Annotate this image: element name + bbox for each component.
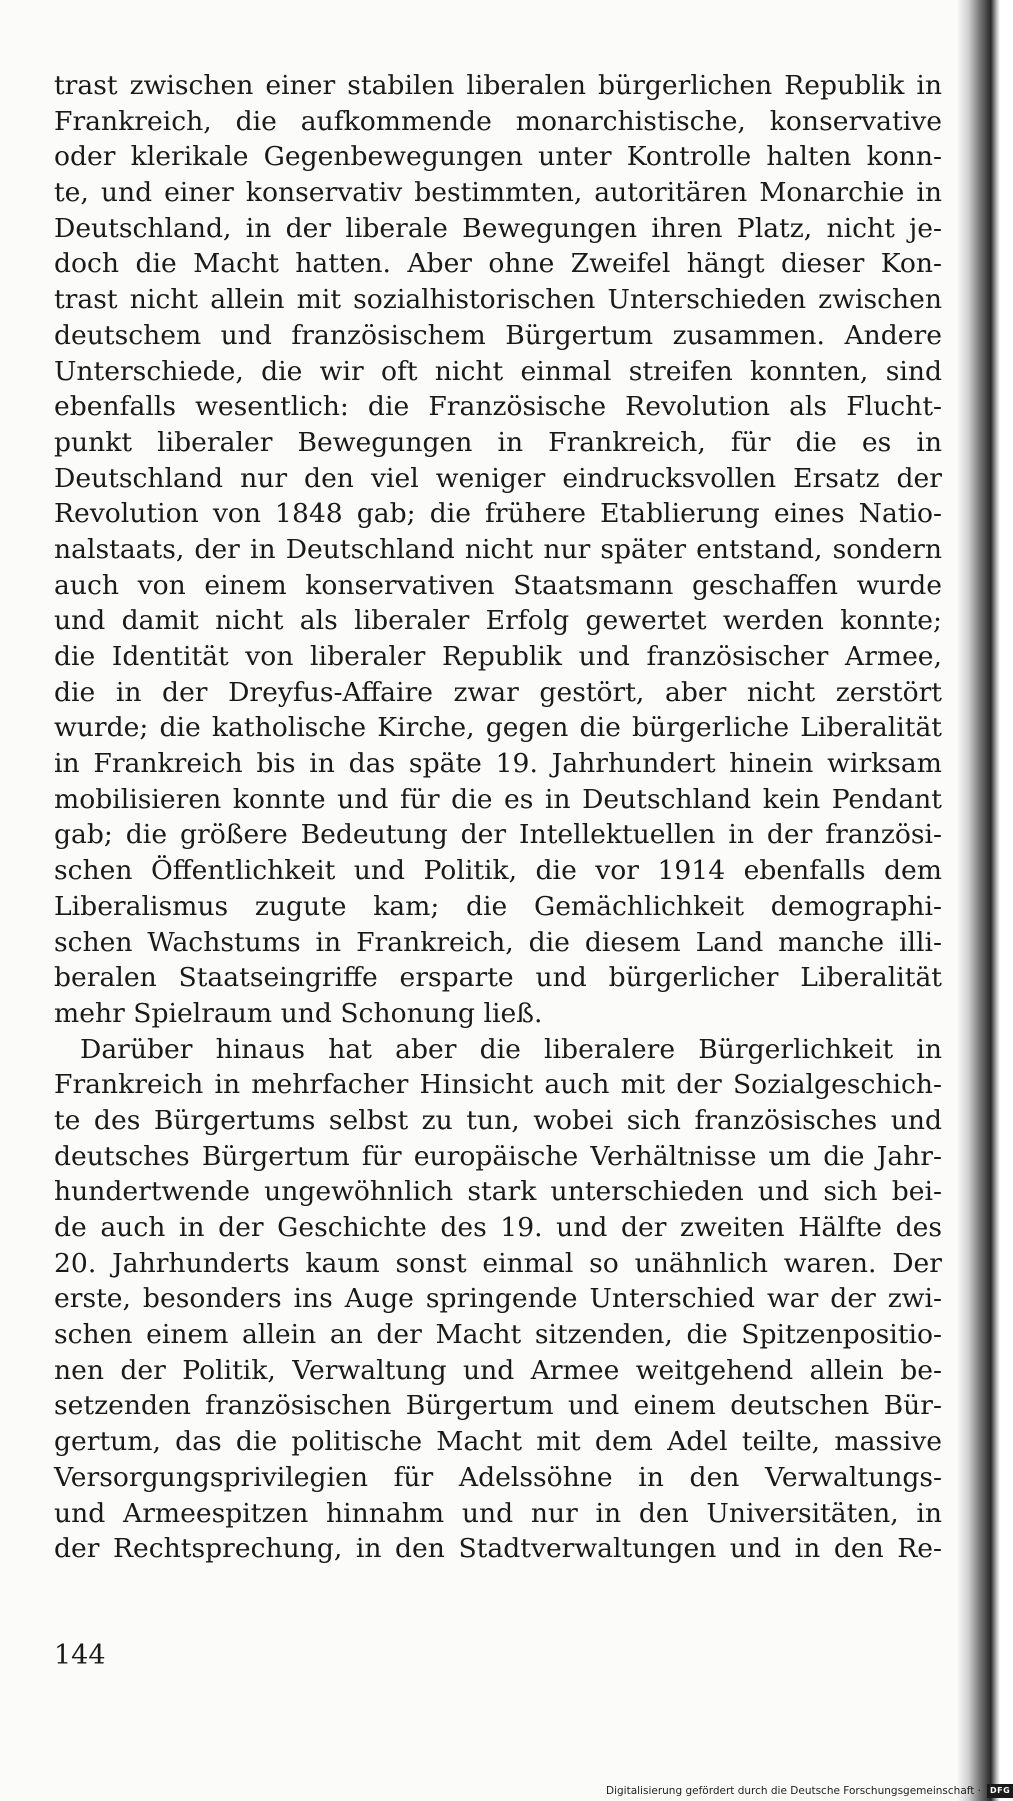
text-line: die in der Dreyfus-Affaire zwar gestört, aber nicht zerstört	[54, 676, 942, 708]
text-line: deutsches Bürgertum für europäische Verhältnisse um die Jahr-	[54, 1140, 942, 1172]
text-line: Unterschiede, die wir oft nicht einmal streifen konnten, sind	[54, 355, 942, 387]
text-line: schen Wachstums in Frankreich, die diesem Land manche illi-	[54, 926, 942, 958]
text-line: Versorgungsprivilegien für Adelssöhne in den Verwaltungs-	[54, 1461, 942, 1493]
text-line: schen einem allein an der Macht sitzenden, die Spitzenpositio-	[54, 1319, 942, 1351]
text-line: Liberalismus zugute kam; die Gemächlichkeit demographi-	[54, 890, 942, 922]
text-line: hundertwende ungewöhnlich stark unterschieden und sich bei-	[54, 1176, 942, 1208]
paragraph-start-line: Darüber hinaus hat aber die liberalere Bürgerlichkeit in	[80, 1033, 942, 1065]
funding-note: Digitalisierung gefördert durch die Deutsche Forschungsgemeinschaft ·	[606, 1785, 982, 1797]
page-number: 144	[54, 1640, 106, 1671]
text-line: Deutschland, in der liberale Bewegungen ihren Platz, nicht je-	[54, 212, 942, 244]
text-line: erste, besonders ins Auge springende Unterschied war der zwi-	[54, 1283, 942, 1315]
dfg-logo-icon: DFG	[987, 1784, 1013, 1798]
text-line: gertum, das die politische Macht mit dem Adel teilte, massive	[54, 1426, 942, 1458]
text-line: de auch in der Geschichte des 19. und der zweiten Hälfte des	[54, 1212, 942, 1243]
text-line: auch von einem konservativen Staatsmann geschaffen wurde	[54, 569, 942, 601]
book-spine-shadow	[958, 0, 1000, 1801]
text-line: nen der Politik, Verwaltung und Armee weitgehend allein be-	[54, 1354, 942, 1386]
text-line: oder klerikale Gegenbewegungen unter Kontrolle halten konn-	[54, 141, 942, 173]
text-line: trast zwischen einer stabilen liberalen bürgerlichen Republik in	[54, 70, 942, 101]
text-line: trast nicht allein mit sozialhistorischen Unterschieden zwischen	[54, 284, 942, 316]
text-line: Deutschland nur den viel weniger eindrucksvollen Ersatz der	[54, 462, 942, 494]
text-line: nalstaats, der in Deutschland nicht nur später entstand, sondern	[54, 533, 942, 565]
text-line: te des Bürgertums selbst zu tun, wobei sich französisches und	[54, 1104, 942, 1136]
paragraph-end-line: mehr Spielraum und Schonung ließ.	[54, 997, 543, 1029]
digitization-footer	[606, 1782, 1013, 1800]
text-line: te, und einer konservativ bestimmten, autoritären Monarchie in	[54, 177, 942, 209]
text-line: wurde; die katholische Kirche, gegen die bürgerliche Liberalität	[54, 712, 942, 744]
text-line: 20. Jahrhunderts kaum sonst einmal so unähnlich waren. Der	[54, 1247, 942, 1279]
text-line: deutschem und französischem Bürgertum zusammen. Andere	[54, 319, 942, 351]
text-line: punkt liberaler Bewegungen in Frankreich, für die es in	[54, 426, 942, 458]
text-line: und Armeespitzen hinnahm und nur in den Universitäten, in	[54, 1497, 942, 1529]
text-line: Frankreich in mehrfacher Hinsicht auch mit der Sozialgeschich-	[54, 1069, 942, 1101]
text-line: die Identität von liberaler Republik und französischer Armee,	[54, 641, 942, 672]
text-line: beralen Staatseingriffe ersparte und bürgerlicher Liberalität	[54, 962, 942, 994]
body-text	[54, 68, 942, 1567]
text-line: doch die Macht hatten. Aber ohne Zweifel hängt dieser Kon-	[54, 248, 942, 280]
text-line: gab; die größere Bedeutung der Intellektuellen in der französi-	[54, 819, 942, 851]
text-line: setzenden französischen Bürgertum und einem deutschen Bür-	[54, 1390, 942, 1422]
text-line: und damit nicht als liberaler Erfolg gewertet werden konnte;	[54, 605, 942, 637]
text-line: ebenfalls wesentlich: die Französische Revolution als Flucht-	[54, 391, 942, 423]
text-line: Revolution von 1848 gab; die frühere Etablierung eines Natio-	[54, 498, 942, 530]
text-line: Frankreich, die aufkommende monarchistische, konservative	[54, 105, 942, 137]
text-line: schen Öffentlichkeit und Politik, die vor 1914 ebenfalls dem	[54, 855, 942, 887]
text-line: mobilisieren konnte und für die es in Deutschland kein Pendant	[54, 783, 942, 815]
text-line: in Frankreich bis in das späte 19. Jahrhundert hinein wirksam	[54, 748, 942, 780]
text-line: der Rechtsprechung, in den Stadtverwaltungen und in den Re-	[54, 1533, 942, 1565]
